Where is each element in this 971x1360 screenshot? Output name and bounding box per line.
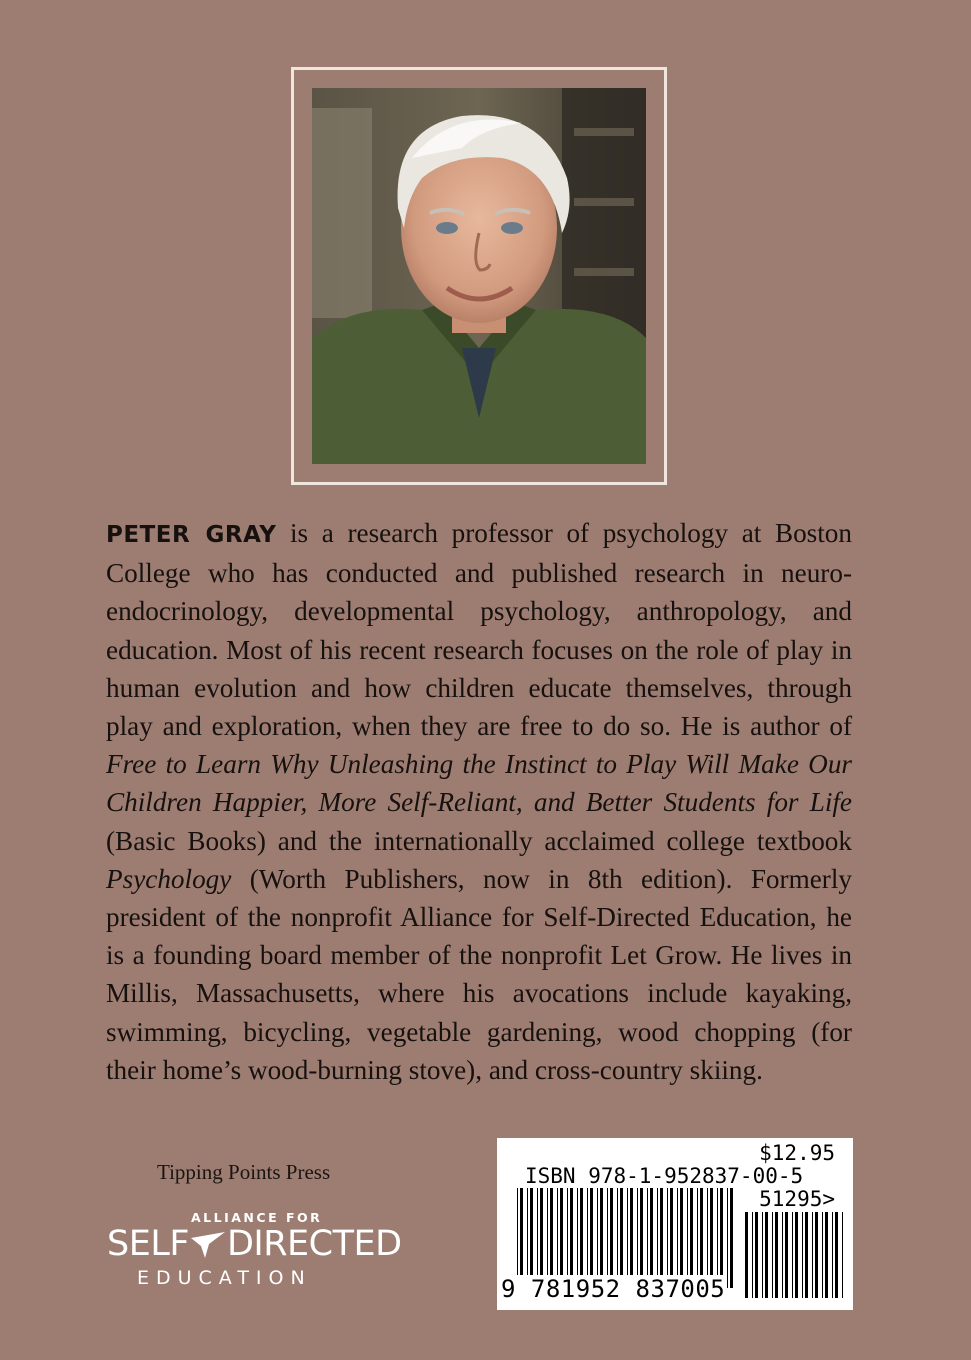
barcode-addon-bars	[741, 1212, 847, 1302]
barcode-bar	[597, 1188, 598, 1276]
logo-self-text: SELF	[107, 1224, 189, 1264]
barcode-bar	[832, 1212, 833, 1298]
barcode-bar	[802, 1212, 803, 1298]
barcode-bar	[630, 1188, 633, 1276]
barcode-bar	[590, 1188, 593, 1276]
barcode-bar	[727, 1188, 728, 1288]
barcode-bar	[670, 1188, 673, 1276]
barcode-bar	[710, 1188, 713, 1276]
asde-logo	[105, 1210, 425, 1295]
barcode-bar	[730, 1188, 733, 1288]
price-label: $12.95	[759, 1141, 835, 1165]
barcode-bar	[772, 1212, 773, 1298]
barcode-bar	[580, 1188, 583, 1276]
author-photo-frame	[291, 67, 667, 485]
barcode-digits: 9 781952 837005	[501, 1275, 726, 1303]
barcode-bar	[560, 1188, 563, 1276]
barcode-bar	[567, 1188, 568, 1276]
barcode-bar	[842, 1212, 843, 1298]
bio-text-3: (Worth Publishers, now in 8th edition). Formerly president of the nonprofit Alliance for Self-Directed Education, he is a founding board member of the nonprofit Let Grow. He lives in Millis, Massachusetts, where his avocations include kayaking, swimming, bicycling, vegetable gardening, wood chopping (for their home’s wood-burning stove), and cross-country skiing.	[106, 863, 852, 1085]
barcode-bar	[755, 1212, 758, 1298]
barcode-bar	[570, 1188, 573, 1276]
barcode-bar	[660, 1188, 663, 1276]
isbn-label: ISBN 978-1-952837-00-5	[525, 1164, 804, 1188]
barcode-bar	[617, 1188, 618, 1276]
barcode-bar	[607, 1188, 608, 1276]
barcode-bar	[690, 1188, 693, 1276]
barcode-bar	[620, 1188, 623, 1276]
barcode-bar	[822, 1212, 823, 1298]
author-bio	[106, 514, 852, 1089]
barcode-bar	[647, 1188, 648, 1276]
bio-text-1: is a research professor of psychology at Boston College who has conducted and published research in neuro-endocrinology, developmental psychology, anthropology, and education. Most of his recent research focuses on the role of play in human evolution and how children educate themselves, through play and exploration, when they are free to do so. He is author of	[106, 518, 852, 742]
barcode-bar	[557, 1188, 558, 1276]
barcode-bar	[657, 1188, 658, 1276]
barcode-bar	[537, 1188, 538, 1276]
barcode-bar	[587, 1188, 588, 1276]
author-portrait-image	[312, 88, 646, 464]
barcode-bar	[550, 1188, 553, 1276]
barcode-bar	[812, 1212, 813, 1298]
barcode-bar	[697, 1188, 698, 1276]
barcode-bar	[762, 1212, 763, 1298]
logo-directed-text: DIRECTED	[226, 1224, 402, 1264]
author-photo	[312, 88, 646, 464]
barcode-bar	[792, 1212, 793, 1298]
logo-main-text	[107, 1224, 402, 1264]
barcode-bar	[815, 1212, 818, 1298]
barcode-box	[497, 1138, 853, 1310]
barcode-bar	[600, 1188, 603, 1276]
barcode-bar	[765, 1212, 768, 1298]
author-name: PETER GRAY	[106, 522, 277, 548]
barcode-bar	[637, 1188, 638, 1276]
barcode-bar	[835, 1212, 838, 1298]
publisher-name: Tipping Points Press	[157, 1160, 331, 1184]
barcode-bar	[717, 1188, 718, 1276]
barcode-bar	[795, 1212, 798, 1298]
barcode-bar	[805, 1212, 808, 1298]
barcode-bar	[700, 1188, 703, 1276]
barcode-bar	[577, 1188, 578, 1276]
bio-text-2: (Basic Books) and the internationally acclaimed college textbook	[106, 825, 852, 856]
barcode-bar	[517, 1188, 518, 1288]
barcode-bar	[677, 1188, 678, 1276]
barcode-bar	[667, 1188, 668, 1276]
barcode-bar	[530, 1188, 533, 1276]
barcode-bar	[520, 1188, 523, 1288]
barcode-bar	[785, 1212, 788, 1298]
barcode-bar	[640, 1188, 643, 1276]
barcode-bar	[752, 1212, 753, 1298]
barcode-bar	[720, 1188, 723, 1276]
barcode-bar	[745, 1212, 748, 1298]
barcode-bar	[650, 1188, 653, 1276]
bird-icon	[189, 1224, 227, 1264]
barcode-bar	[527, 1188, 528, 1276]
book-title-psychology: Psychology	[106, 863, 232, 894]
barcode-bar	[680, 1188, 683, 1276]
barcode-bar	[610, 1188, 613, 1276]
barcode-bar	[687, 1188, 688, 1276]
barcode-bar	[540, 1188, 543, 1276]
book-title-free-to-learn: Free to Learn Why Unleashing the Instinct to Play Will Make Our Children Happier, More Self-Reliant, and Better Students for Life	[106, 749, 852, 818]
barcode-bar	[547, 1188, 548, 1276]
logo-top-text: ALLIANCE FOR	[191, 1210, 323, 1225]
barcode-bar	[825, 1212, 828, 1298]
barcode-bar	[707, 1188, 708, 1276]
barcode-bar	[775, 1212, 778, 1298]
logo-bottom-text: EDUCATION	[137, 1267, 312, 1289]
barcode-bar	[782, 1212, 783, 1298]
barcode-bar	[627, 1188, 628, 1288]
barcode-supplement-label: 51295>	[759, 1187, 835, 1211]
